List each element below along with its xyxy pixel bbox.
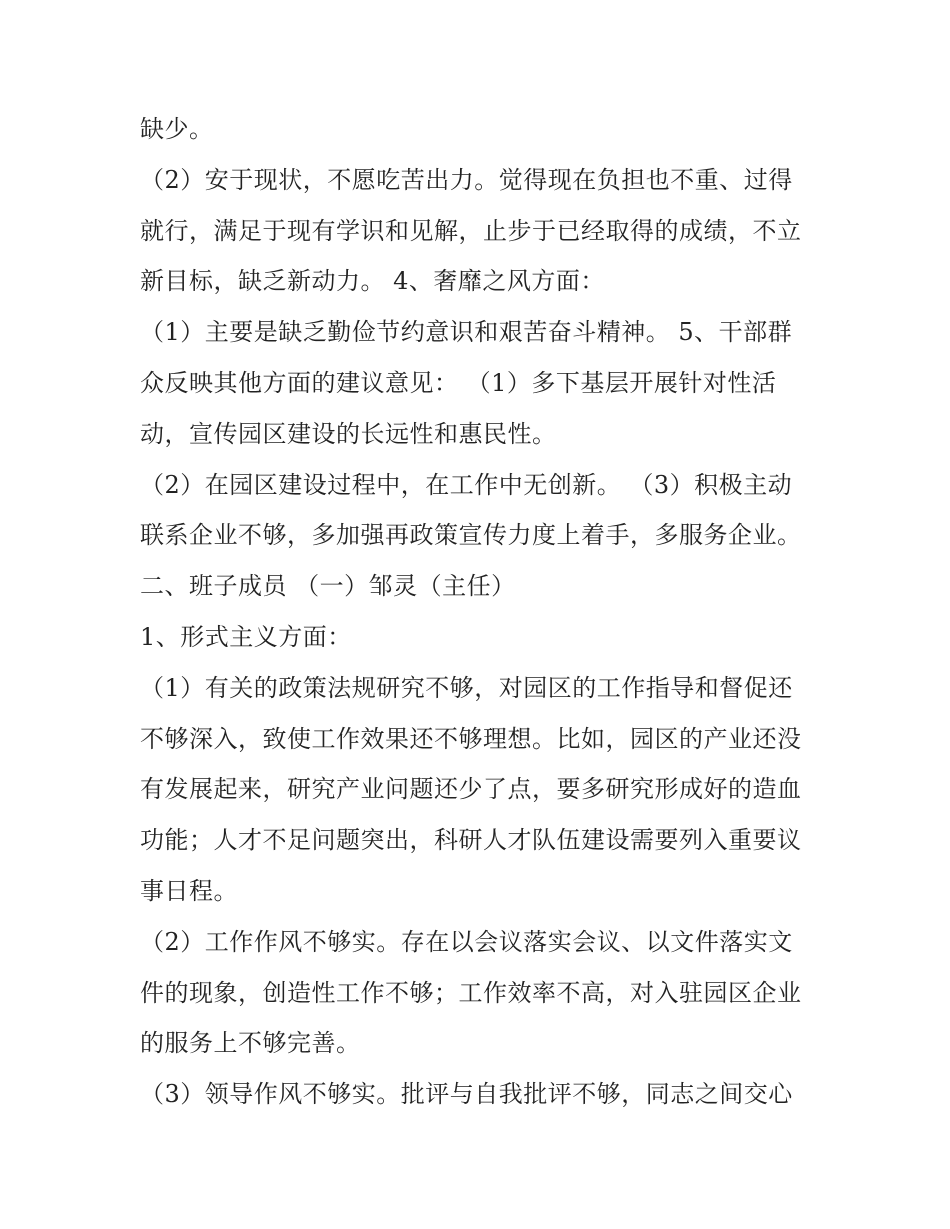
text-line: 件的现象，创造性工作不够；工作效率不高，对入驻园区企业 (140, 978, 802, 1007)
text-line: （1）主要是缺乏勤俭节约意识和艰苦奋斗精神。 5、干部群 (140, 318, 793, 347)
subsection-heading: 1、形式主义方面： (140, 622, 352, 651)
text-line: （3）领导作风不够实。批评与自我批评不够，同志之间交心 (140, 1080, 793, 1109)
text-line: 就行，满足于现有学识和见解，止步于已经取得的成绩，不立 (140, 216, 802, 245)
text-line: （1）有关的政策法规研究不够，对园区的工作指导和督促还 (140, 673, 793, 702)
text-line: 联系企业不够，多加强再政策宣传力度上着手，多服务企业。 (140, 521, 802, 550)
text-line: 事日程。 (140, 876, 238, 905)
text-line: 新目标，缺乏新动力。 4、奢靡之风方面： (140, 267, 605, 296)
text-line: 功能；人才不足问题突出，科研人才队伍建设需要列入重要议 (140, 826, 802, 855)
text-line: （2）工作作风不够实。存在以会议落实会议、以文件落实文 (140, 927, 793, 956)
section-heading: 二、班子成员 （一）邹灵（主任） (140, 572, 516, 601)
text-line: 动，宣传园区建设的长远性和惠民性。 (140, 419, 557, 448)
text-line: 的服务上不够完善。 (140, 1029, 361, 1058)
document-body (140, 104, 820, 1120)
text-line: （2）安于现状，不愿吃苦出力。觉得现在负担也不重、过得 (140, 165, 793, 194)
text-line: 不够深入，致使工作效果还不够理想。比如，园区的产业还没 (140, 724, 802, 753)
text-line: 有发展起来，研究产业问题还少了点，要多研究形成好的造血 (140, 775, 802, 804)
text-line: （2）在园区建设过程中，在工作中无创新。 （3）积极主动 (140, 470, 793, 499)
text-line: 缺少。 (140, 115, 214, 143)
text-line: 众反映其他方面的建议意见： （1）多下基层开展针对性活 (140, 368, 777, 397)
